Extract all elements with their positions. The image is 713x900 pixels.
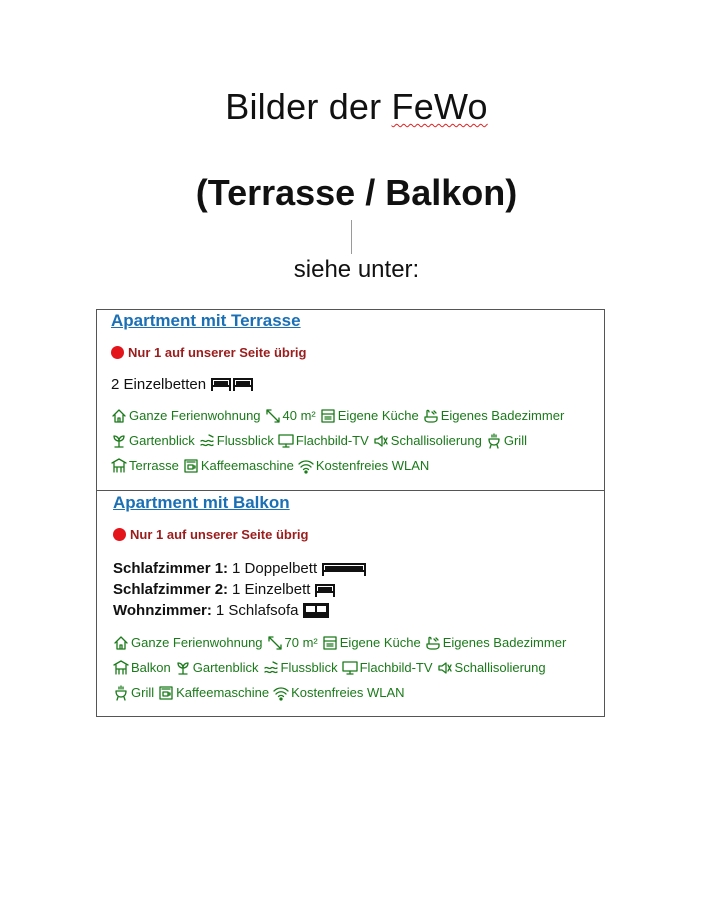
house-icon <box>113 635 129 651</box>
area-icon <box>267 635 283 651</box>
feature-item <box>486 428 527 453</box>
room-name: Wohnzimmer: <box>113 602 212 619</box>
feature-list <box>111 403 596 478</box>
feature-row <box>113 680 596 705</box>
feature-label: Gartenblick <box>129 433 195 448</box>
feature-label: Grill <box>503 433 527 448</box>
feature-label: Kaffeemaschine <box>176 685 270 700</box>
single-bed-icon <box>314 582 336 598</box>
soundproof-icon <box>373 433 389 449</box>
grill-icon <box>486 433 502 449</box>
feature-row <box>113 655 596 680</box>
feature-item <box>183 453 294 478</box>
bed-summary: 2 Einzelbetten <box>111 375 207 393</box>
coffee-icon <box>158 685 174 701</box>
document-subtitle: (Terrasse / Balkon) <box>195 172 518 213</box>
feature-label: Grill <box>131 685 155 700</box>
feature-label: 40 m² <box>282 408 316 423</box>
feature-item <box>265 403 316 428</box>
feature-label: Flachbild-TV <box>295 433 369 448</box>
area-icon <box>265 408 281 424</box>
feature-item <box>113 680 154 705</box>
double-bed-icon <box>321 561 367 577</box>
room-line <box>113 600 596 621</box>
feature-label: Kaffeemaschine <box>200 458 294 473</box>
terrace-icon <box>111 458 127 474</box>
text-cursor <box>351 220 352 254</box>
feature-row <box>111 428 596 453</box>
availability-text: Nur 1 auf unserer Seite übrig <box>128 345 307 360</box>
feature-label: Eigenes Badezimmer <box>442 635 567 650</box>
feature-label: Terrasse <box>129 458 179 473</box>
feature-item <box>298 453 429 478</box>
red-dot-icon <box>111 346 124 359</box>
feature-label: Flussblick <box>280 660 338 675</box>
feature-item <box>158 680 269 705</box>
house-icon <box>111 408 127 424</box>
room-list <box>113 558 596 621</box>
soundproof-icon <box>437 660 453 676</box>
room-name: Schlafzimmer 2: <box>113 581 229 598</box>
feature-label: Schallisolierung <box>390 433 482 448</box>
bed-info <box>111 375 596 393</box>
feature-row <box>111 453 596 478</box>
feature-label: Eigene Küche <box>339 635 421 650</box>
feature-item <box>342 655 433 680</box>
feature-label: Kostenfreies WLAN <box>291 685 405 700</box>
feature-item <box>111 428 195 453</box>
feature-item <box>425 630 567 655</box>
feature-item <box>322 630 421 655</box>
feature-row <box>111 403 596 428</box>
feature-row <box>113 630 596 655</box>
feature-label: Kostenfreies WLAN <box>315 458 430 473</box>
feature-item <box>373 428 482 453</box>
feature-label: Schallisolierung <box>454 660 546 675</box>
tv-icon <box>342 660 358 676</box>
sofa-bed-icon <box>302 602 330 619</box>
room-line <box>113 558 596 579</box>
bath-icon <box>423 408 439 424</box>
feature-item <box>273 680 404 705</box>
feature-label: Ganze Ferienwohnung <box>131 635 263 650</box>
feature-item <box>175 655 259 680</box>
feature-item <box>423 403 565 428</box>
wifi-icon <box>298 458 314 474</box>
feature-label: 70 m² <box>284 635 318 650</box>
feature-item <box>113 655 171 680</box>
apartment-title-link[interactable]: Apartment mit Balkon <box>113 493 290 512</box>
feature-label: Eigenes Badezimmer <box>440 408 565 423</box>
feature-item <box>113 630 263 655</box>
coffee-icon <box>183 458 199 474</box>
feature-item <box>278 428 369 453</box>
feature-item <box>111 453 179 478</box>
room-name: Schlafzimmer 1: <box>113 560 229 577</box>
garden-icon <box>175 660 191 676</box>
listing-card-balcony <box>96 491 605 717</box>
feature-item <box>199 428 274 453</box>
bed-type: 1 Doppelbett <box>232 560 318 577</box>
apartment-title-link[interactable]: Apartment mit Terrasse <box>111 311 301 330</box>
single-bed-icon <box>210 375 256 393</box>
feature-item <box>320 403 419 428</box>
river-icon <box>263 660 279 676</box>
feature-item <box>111 403 261 428</box>
feature-label: Gartenblick <box>192 660 259 675</box>
listing-card-terrace <box>96 309 605 491</box>
document-note: siehe unter: <box>293 256 420 283</box>
bath-icon <box>425 635 441 651</box>
balcony-icon <box>113 660 129 676</box>
title-prefix: Bilder der <box>225 86 392 127</box>
wifi-icon <box>273 685 289 701</box>
feature-item <box>263 655 338 680</box>
availability-notice <box>111 345 596 360</box>
red-dot-icon <box>113 528 126 541</box>
availability-notice <box>113 527 596 542</box>
feature-label: Flachbild-TV <box>359 660 433 675</box>
kitchen-icon <box>322 635 338 651</box>
feature-label: Ganze Ferienwohnung <box>129 408 261 423</box>
kitchen-icon <box>320 408 336 424</box>
grill-icon <box>113 685 129 701</box>
title-word-misspelled: FeWo <box>391 86 488 127</box>
garden-icon <box>111 433 127 449</box>
feature-list <box>113 630 596 705</box>
river-icon <box>199 433 215 449</box>
feature-label: Balkon <box>131 660 171 675</box>
document-title <box>0 86 713 128</box>
tv-icon <box>278 433 294 449</box>
bed-type: 1 Schlafsofa <box>215 602 299 619</box>
feature-item <box>267 630 318 655</box>
availability-text: Nur 1 auf unserer Seite übrig <box>130 527 309 542</box>
feature-item <box>437 655 546 680</box>
bed-type: 1 Einzelbett <box>232 581 311 598</box>
room-line <box>113 579 596 600</box>
feature-label: Flussblick <box>216 433 274 448</box>
feature-label: Eigene Küche <box>337 408 419 423</box>
